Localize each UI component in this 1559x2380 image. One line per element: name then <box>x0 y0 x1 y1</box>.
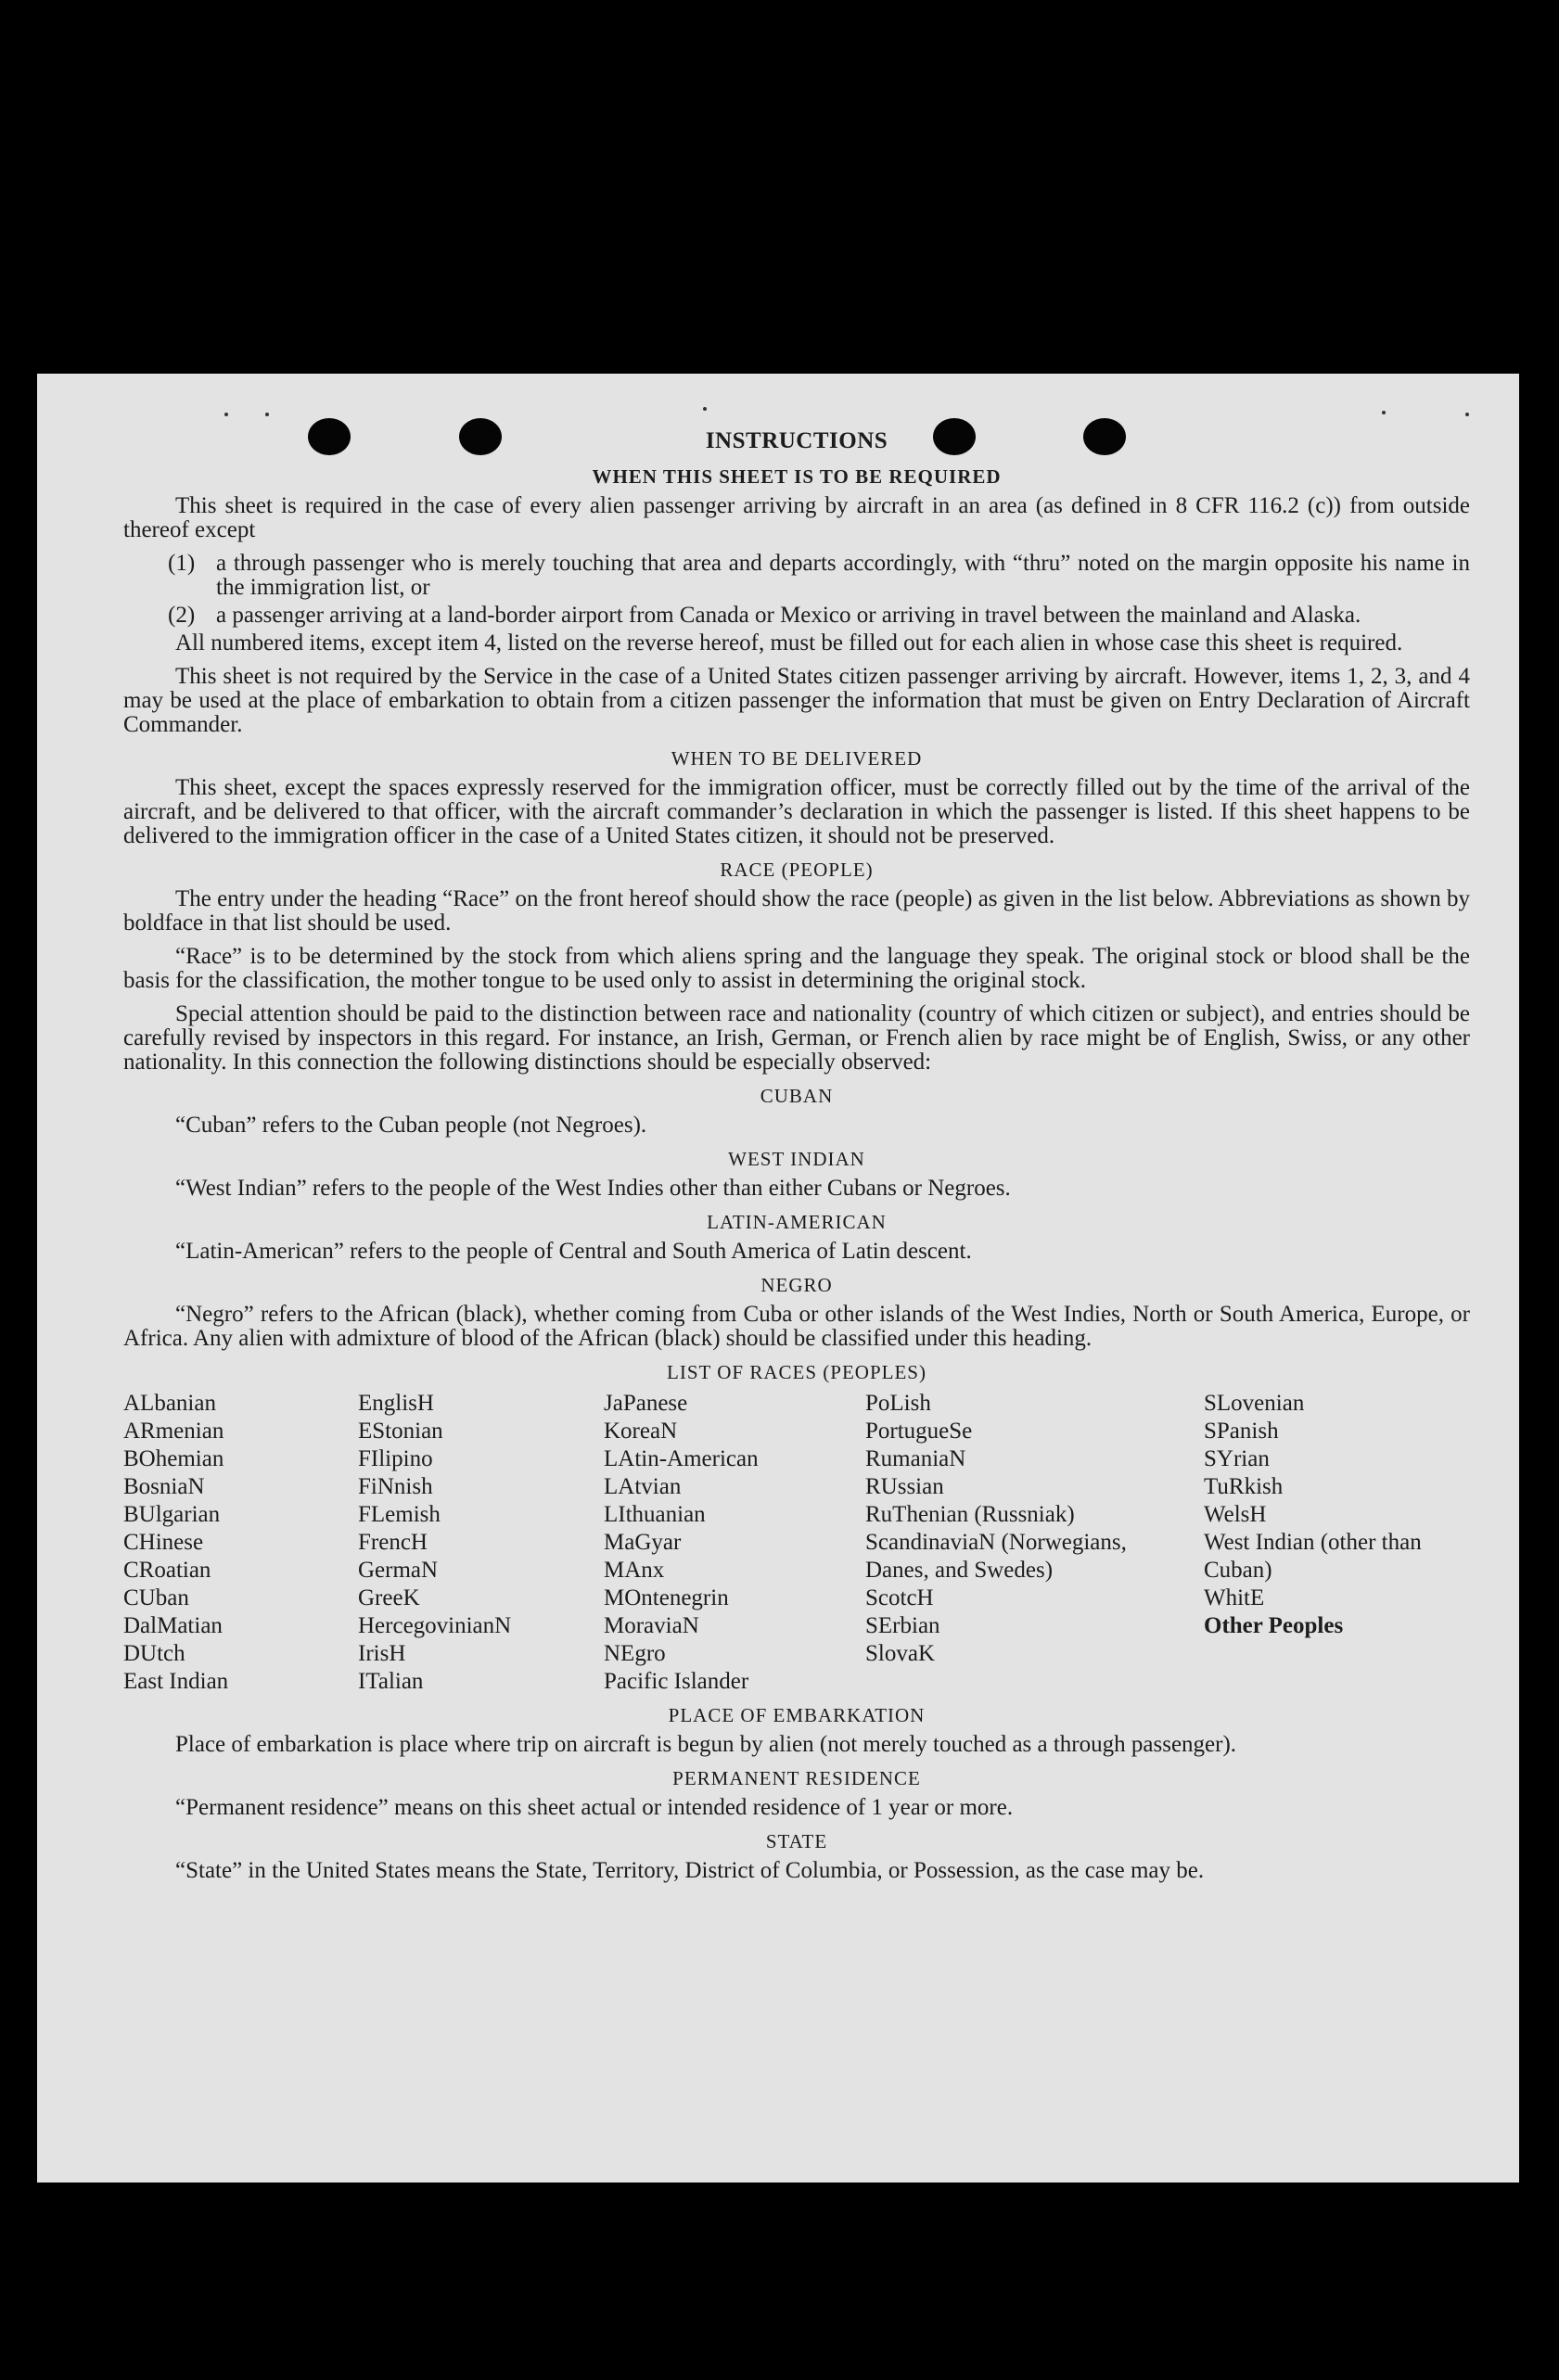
paragraph-negro: “Negro” refers to the African (black), whether coming from Cuba or other islands of the West Indies, North or South America, Europe, or Africa. Any alien with admixture of blood of the African (black) should be classified under this heading. <box>123 1302 1470 1351</box>
exception-item <box>123 604 1470 628</box>
race-entry: PortugueSe <box>865 1419 973 1444</box>
race-entry: EnglisH <box>358 1391 434 1416</box>
race-entry: Other Peoples <box>1204 1613 1344 1638</box>
race-entry: SlovaK <box>865 1641 935 1666</box>
race-entry: IrisH <box>358 1641 406 1666</box>
section-heading-list-of-races: LIST OF RACES (PEOPLES) <box>667 1361 926 1383</box>
paragraph-race-2: “Race” is to be determined by the stock from which aliens spring and the language they speak. The original stock or blood shall be the basis for the classification, the mother tongue to be used only to assist in determining the original stock. <box>123 944 1470 993</box>
race-entry: SPanish <box>1204 1419 1279 1444</box>
exception-text: a through passenger who is merely touching that area and departs accordingly, with “thru” noted on the margin opposite his name in the immigration list, or <box>216 551 1470 600</box>
paragraph-cuban: “Cuban” refers to the Cuban people (not Negroes). <box>175 1113 647 1138</box>
race-entry: Pacific Islander <box>604 1669 749 1694</box>
race-entry: RuThenian (Russniak) <box>865 1502 1075 1527</box>
race-entry: SYrian <box>1204 1446 1270 1471</box>
race-entry: EStonian <box>358 1419 443 1444</box>
race-entry: MaGyar <box>604 1530 682 1555</box>
exception-text: a passenger arriving at a land-border airport from Canada or Mexico or arriving in travel between the mainland and Alaska. <box>216 603 1361 628</box>
instruction-sheet <box>37 374 1519 2183</box>
race-entry: NEgro <box>604 1641 666 1666</box>
race-entry: GermaN <box>358 1558 439 1583</box>
race-entry: FIlipino <box>358 1446 433 1471</box>
paragraph-latin-american: “Latin-American” refers to the people of Central and South America of Latin descent. <box>175 1239 972 1264</box>
race-entry: TuRkish <box>1204 1474 1284 1499</box>
race-entry: LIthuanian <box>604 1502 706 1527</box>
race-column <box>865 1390 1204 1696</box>
race-entry: CRoatian <box>123 1558 211 1583</box>
section-heading-state: STATE <box>765 1830 828 1852</box>
race-entry: East Indian <box>123 1669 229 1694</box>
section-heading-residence: PERMANENT RESIDENCE <box>672 1767 921 1789</box>
race-column <box>1204 1390 1450 1696</box>
speck <box>1382 411 1386 414</box>
instructions-content <box>123 429 1470 1892</box>
race-entry: ScotcH <box>865 1585 934 1610</box>
race-entry: LAtvian <box>604 1474 682 1499</box>
race-entry: SErbian <box>865 1613 940 1638</box>
exception-number: (1) <box>168 551 196 576</box>
race-entry: RumaniaN <box>865 1446 966 1471</box>
paragraph-race-1: The entry under the heading “Race” on the front hereof should show the race (people) as given in the list below. Abbreviations as shown by boldface in that list should be used. <box>123 886 1470 935</box>
race-entry: MAnx <box>604 1558 665 1583</box>
race-entry: DUtch <box>123 1641 185 1666</box>
section-heading-when-required: WHEN THIS SHEET IS TO BE REQUIRED <box>592 465 1002 488</box>
section-heading-race: RACE (PEOPLE) <box>720 859 874 881</box>
race-entry: BUlgarian <box>123 1502 221 1527</box>
race-entry: FiNnish <box>358 1474 433 1499</box>
paragraph-residence: “Permanent residence” means on this sheet actual or intended residence of 1 year or more. <box>175 1795 1014 1820</box>
speck <box>1465 413 1469 416</box>
section-heading-latin-american: LATIN-AMERICAN <box>707 1211 887 1233</box>
race-entry: ARmenian <box>123 1419 224 1444</box>
race-entry: FLemish <box>358 1502 441 1527</box>
speck <box>224 413 228 416</box>
race-entry: MoraviaN <box>604 1613 699 1638</box>
section-heading-west-indian: WEST INDIAN <box>728 1148 865 1170</box>
paragraph-west-indian: “West Indian” refers to the people of the West Indies other than either Cubans or Negroes. <box>175 1176 1011 1201</box>
race-entry: ALbanian <box>123 1391 216 1416</box>
race-entry: CHinese <box>123 1530 204 1555</box>
paragraph-numbered-items: All numbered items, except item 4, listed on the reverse hereof, must be filled out for each alien in whose case this sheet is required. <box>175 630 1403 655</box>
section-heading-embarkation: PLACE OF EMBARKATION <box>668 1704 926 1726</box>
race-entry: BOhemian <box>123 1446 224 1471</box>
speck <box>265 413 269 416</box>
race-column <box>358 1390 604 1696</box>
race-entry: ScandinaviaN (Norwegians, Danes, and Swedes) <box>865 1530 1127 1583</box>
race-entry: MOntenegrin <box>604 1585 729 1610</box>
race-entry: RUssian <box>865 1474 944 1499</box>
section-heading-negro: NEGRO <box>760 1274 833 1296</box>
race-entry: BosniaN <box>123 1474 205 1499</box>
paragraph-not-required: This sheet is not required by the Service in the case of a United States citizen passenger arriving by aircraft. However, items 1, 2, 3, and 4 may be used at the place of embarkation to obtain from a citizen passenger the information that must be given on Entry Declaration of Aircraft Commander. <box>123 664 1470 737</box>
paragraph-embarkation: Place of embarkation is place where trip on aircraft is begun by alien (not merely touched as a through passenger). <box>175 1732 1237 1757</box>
race-entry: WelsH <box>1204 1502 1267 1527</box>
race-entry: ITalian <box>358 1669 424 1694</box>
section-heading-when-delivered: WHEN TO BE DELIVERED <box>671 747 923 770</box>
race-entry: WhitE <box>1204 1585 1265 1610</box>
race-entry: LAtin-American <box>604 1446 759 1471</box>
race-column <box>123 1390 358 1696</box>
race-entry: FrencH <box>358 1530 428 1555</box>
exception-number: (2) <box>168 603 196 628</box>
paragraph-race-3: Special attention should be paid to the distinction between race and nationality (country of which citizen or subject), and entries should be carefully revised by inspectors in this regard. For instance, an Irish, German, or French alien by race might be of English, Swiss, or any other nationality. In this connection the following distinctions should be especially observed: <box>123 1001 1470 1075</box>
race-entry: SLovenian <box>1204 1391 1305 1416</box>
section-heading-cuban: CUBAN <box>760 1085 834 1107</box>
page-title: INSTRUCTIONS <box>705 428 888 453</box>
race-column <box>604 1390 865 1696</box>
paragraph-when-delivered: This sheet, except the spaces expressly reserved for the immigration officer, must be correctly filled out by the time of the arrival of the aircraft, and be delivered to that officer, with the aircraft commander’s declaration in which the passenger is listed. If this sheet happens to be delivered to the immigration officer in the case of a United States citizen, it should not be preserved. <box>123 775 1470 848</box>
race-entry: PoLish <box>865 1391 931 1416</box>
race-list <box>123 1390 1470 1696</box>
race-entry: KoreaN <box>604 1419 678 1444</box>
race-entry: CUban <box>123 1585 189 1610</box>
race-entry: DalMatian <box>123 1613 223 1638</box>
race-entry: HercegovinianN <box>358 1613 512 1638</box>
paragraph-state: “State” in the United States means the State, Territory, District of Columbia, or Possession, as the case may be. <box>175 1858 1205 1883</box>
speck <box>703 407 707 411</box>
exception-item <box>123 552 1470 600</box>
race-entry: West Indian (other than Cuban) <box>1204 1530 1422 1583</box>
race-entry: GreeK <box>358 1585 420 1610</box>
paragraph-intro: This sheet is required in the case of every alien passenger arriving by aircraft in an area (as defined in 8 CFR 116.2 (c)) from outside thereof except <box>123 493 1470 542</box>
race-entry: JaPanese <box>604 1391 688 1416</box>
